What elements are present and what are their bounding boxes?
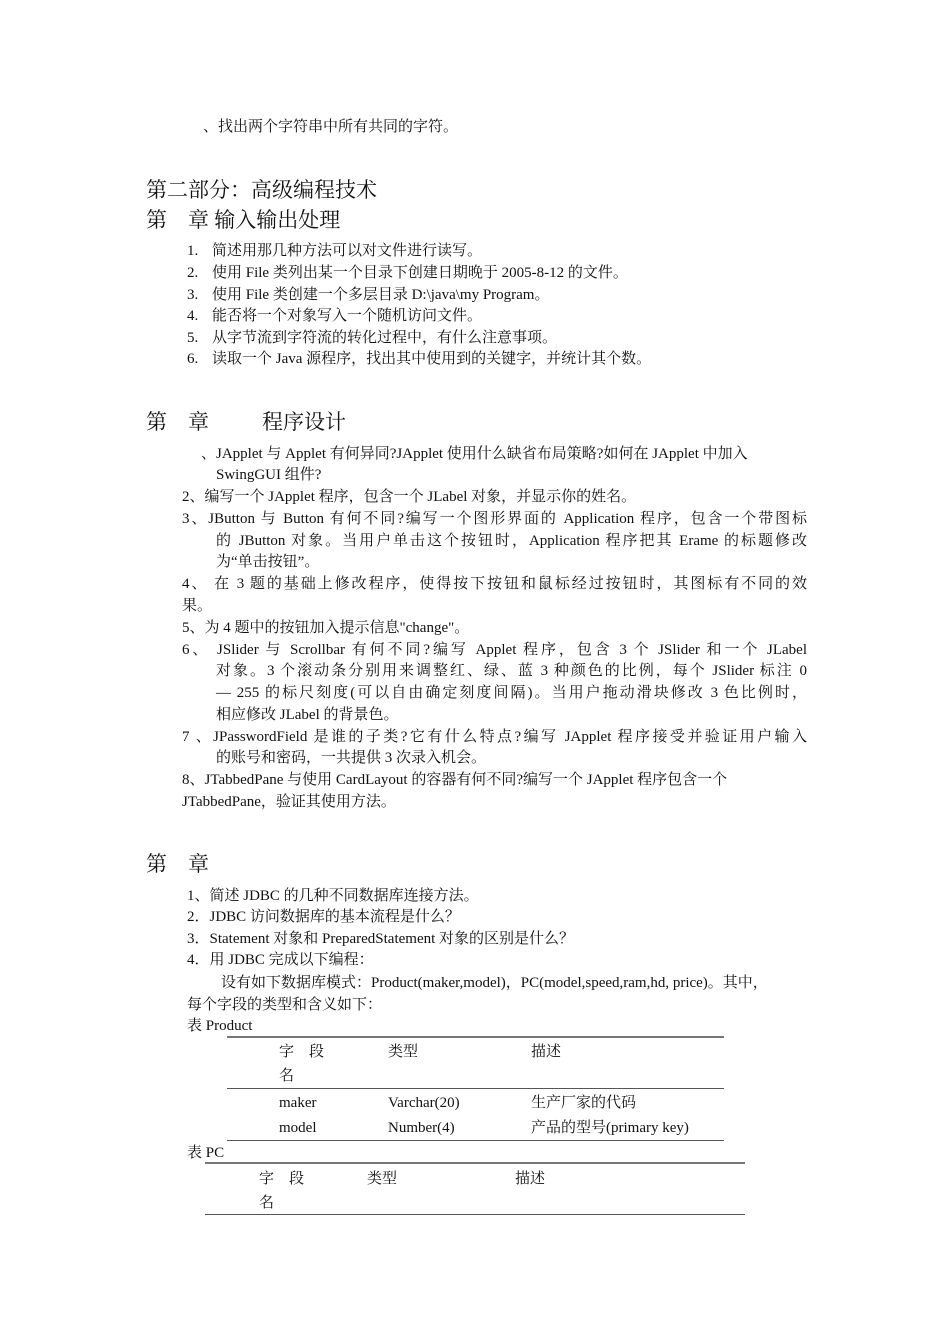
table-cell: 生产厂家的代码 (531, 1095, 637, 1111)
table-header-cell: 类型 (367, 1171, 398, 1187)
list-item-number: 2. (187, 265, 199, 281)
table-cell: Varchar(20) (388, 1095, 460, 1111)
list-item: 使用 File 类创建一个多层目录 D:\java\my Program。 (212, 287, 550, 303)
list-item-number: 6. (187, 351, 199, 367)
question-line: 7 、JPasswordField 是谁的子类?它有什么特点?编写 JApplet 程序接受并验证用户输入 (182, 729, 807, 745)
table-header-cell: 名 (279, 1068, 295, 1084)
table-cell: model (279, 1120, 317, 1136)
list-item: 能否将一个对象写入一个随机访问文件。 (212, 308, 483, 324)
list-item: 从字节流到字符流的转化过程中，有什么注意事项。 (212, 330, 558, 346)
chapter-title-io: 第 章 输入输出处理 (146, 208, 341, 232)
question-line: 相应修改 JLabel 的背景色。 (216, 707, 399, 723)
question-line: 1、简述 JDBC 的几种不同数据库连接方法。 (187, 888, 479, 904)
list-item-number: 5. (187, 330, 199, 346)
table-top-rule (227, 1036, 724, 1038)
table-cell: Number(4) (388, 1120, 455, 1136)
list-item-number: 1. (187, 243, 199, 259)
question-line: 果。 (182, 598, 213, 614)
list-item-number: 3. (187, 287, 199, 303)
table-caption: 表 PC (187, 1145, 225, 1161)
table-header-cell: 字 段 (259, 1171, 305, 1187)
list-item: 使用 File 类列出某一个目录下创建日期晚于 2005-8-12 的文件。 (212, 265, 628, 281)
question-line: 、JApplet 与 Applet 有何异同?JApplet 使用什么缺省布局策略?如何在 JApplet 中加入 (201, 446, 748, 462)
question-line: — 255 的标尺刻度(可以自由确定刻度间隔)。当用户拖动滑块修改 3 色比例时， (216, 685, 807, 701)
question-line: SwingGUI 组件? (216, 467, 322, 483)
list-item-number: 4. (187, 308, 199, 324)
question-line: JTabbedPane，验证其使用方法。 (182, 794, 396, 810)
chapter-title-gui: 程序设计 (262, 410, 346, 434)
table-header-cell: 字 段 (279, 1044, 325, 1060)
question-line: 4．用 JDBC 完成以下编程： (187, 952, 374, 968)
table-bottom-rule (227, 1140, 724, 1141)
table-header-rule (227, 1088, 724, 1089)
table-header-rule (205, 1214, 745, 1215)
question-line: 6、 JSlider 与 Scrollbar 有何不同?编写 Applet 程序，包含 3 个 JSlider 和一个 JLabel (182, 642, 807, 658)
table-header-cell: 名 (259, 1195, 275, 1211)
table-top-rule (205, 1162, 745, 1164)
exercise-line: 、找出两个字符串中所有共同的字符。 (203, 119, 459, 135)
question-line: 对象。3 个滚动条分别用来调整红、绿、蓝 3 种颜色的比例，每个 JSlider 标注 0 (216, 663, 807, 679)
question-line: 2、编写一个 JApplet 程序，包含一个 JLabel 对象，并显示你的姓名。 (182, 489, 637, 505)
question-line: 3．Statement 对象和 PreparedStatement 对象的区别是什么？ (187, 931, 575, 947)
table-cell: maker (279, 1095, 317, 1111)
table-header-cell: 类型 (388, 1044, 419, 1060)
question-line: 的账号和密码，一共提供 3 次录入机会。 (216, 750, 487, 766)
question-line: 为“单击按钮”。 (216, 554, 320, 570)
question-line: 8、JTabbedPane 与使用 CardLayout 的容器有何不同?编写一个 JApplet 程序包含一个 (182, 772, 728, 788)
list-item: 读取一个 Java 源程序，找出其中使用到的关键字，并统计其个数。 (212, 351, 652, 367)
question-line: 4、 在 3 题的基础上修改程序，使得按下按钮和鼠标经过按钮时，其图标有不同的效 (182, 576, 807, 592)
table-caption: 表 Product (187, 1018, 253, 1034)
question-line: 3、JButton 与 Button 有何不同?编写一个图形界面的 Application 程序，包含一个带图标 (182, 511, 807, 527)
table-header-cell: 描述 (531, 1044, 562, 1060)
part-title: 第二部分：高级编程技术 (146, 178, 377, 202)
chapter-title-gui-prefix: 第 章 (146, 410, 209, 434)
table-header-cell: 描述 (515, 1171, 546, 1187)
table-cell: 产品的型号(primary key) (531, 1120, 689, 1136)
list-item: 简述用那几种方法可以对文件进行读写。 (212, 243, 483, 259)
question-line: 2．JDBC 访问数据库的基本流程是什么？ (187, 909, 460, 925)
question-line: 5、为 4 题中的按钮加入提示信息"change"。 (182, 620, 470, 636)
paragraph-line: 每个字段的类型和含义如下： (187, 997, 383, 1013)
paragraph-line: 设有如下数据库模式：Product(maker,model)，PC(model,speed,ram,hd, price)。其中， (221, 975, 768, 991)
question-line: 的 JButton 对象。当用户单击这个按钮时，Application 程序把其 Erame 的标题修改 (216, 533, 807, 549)
chapter-title-db: 第 章 (146, 852, 209, 876)
